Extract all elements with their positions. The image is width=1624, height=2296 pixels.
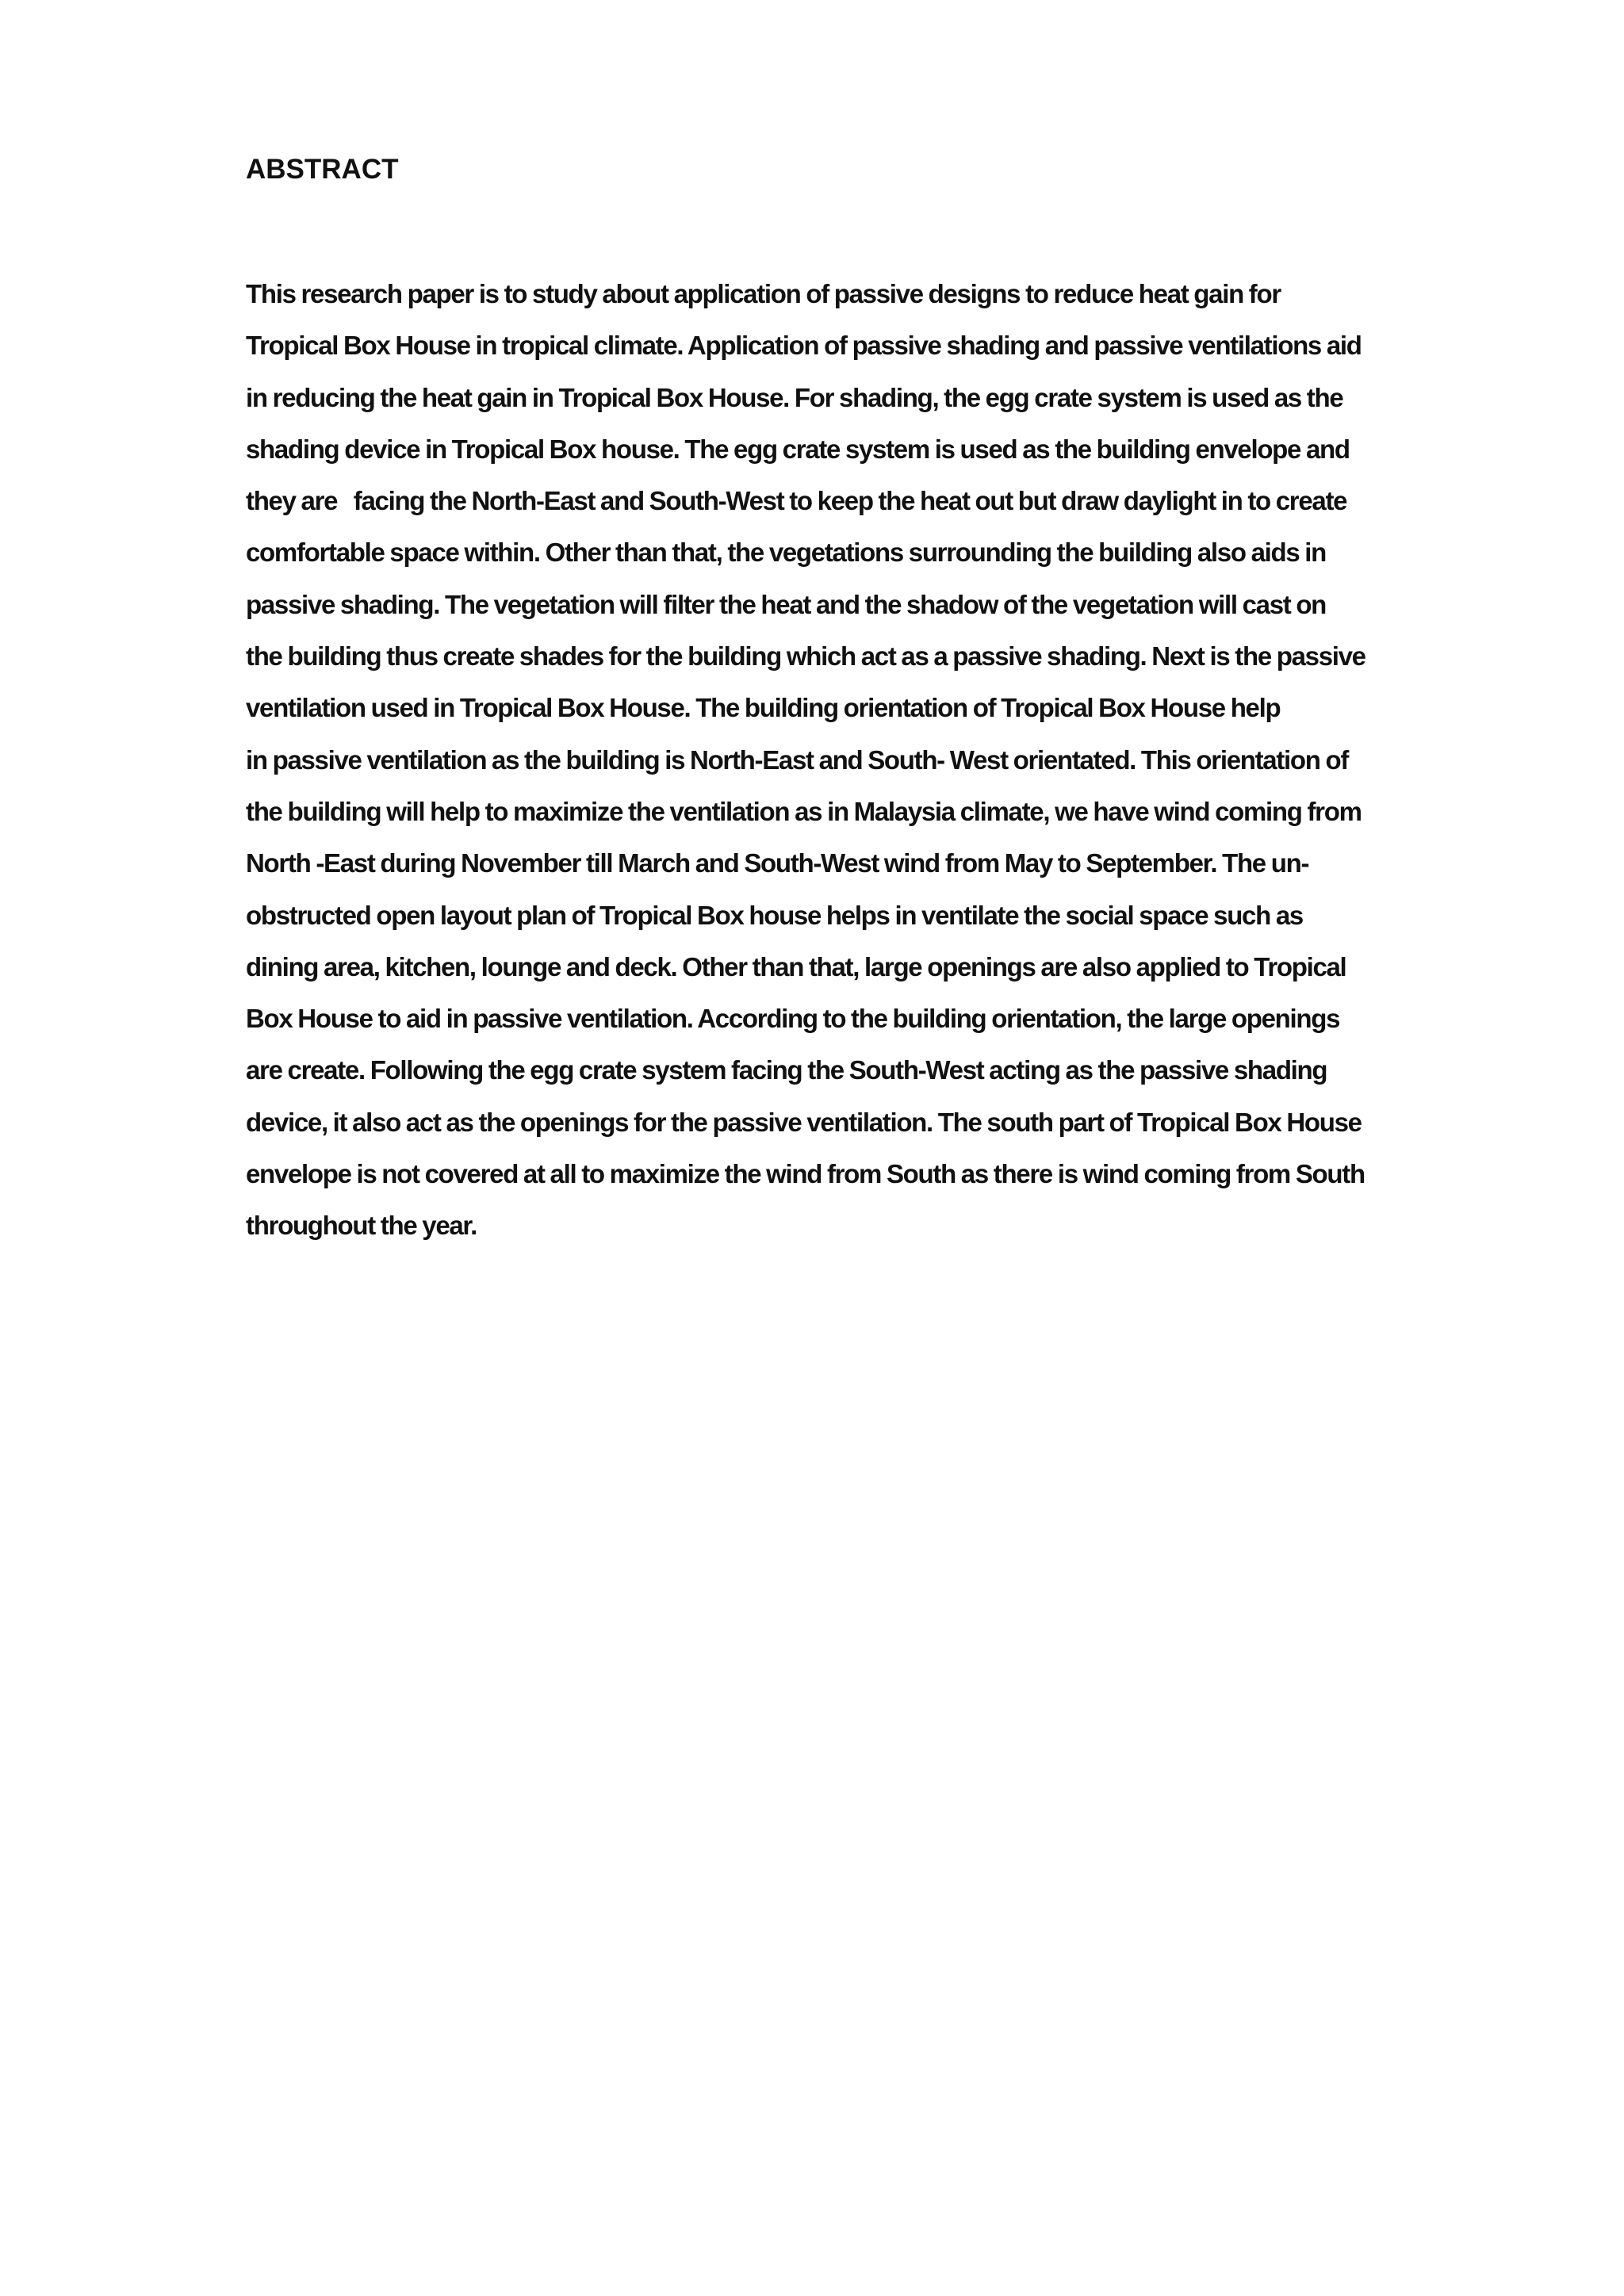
abstract-line: dining area, kitchen, lounge and deck. Other than that, large openings are also applied to Tropical [246,951,1346,982]
abstract-line: the building thus create shades for the building which act as a passive shading. Next is the passive [246,641,1365,672]
abstract-line: comfortable space within. Other than that, the vegetations surrounding the building also aids in [246,538,1327,568]
abstract-line: in reducing the heat gain in Tropical Box House. For shading, the egg crate system is used as the [246,382,1343,412]
abstract-line: envelope is not covered at all to maximize the wind from South as there is wind coming from South [246,1159,1365,1189]
abstract-line: the building will help to maximize the ventilation as in Malaysia climate, we have wind coming from [246,796,1362,826]
abstract-line: This research paper is to study about application of passive designs to reduce heat gain for [246,279,1281,308]
abstract-line: passive shading. The vegetation will filter the heat and the shadow of the vegetation will cast on [246,589,1327,619]
abstract-line: ventilation used in Tropical Box House. The building orientation of Tropical Box House help [246,693,1281,723]
abstract-line: obstructed open layout plan of Tropical Box house helps in ventilate the social space such as [246,900,1303,930]
abstract-line: in passive ventilation as the building is North-East and South- West orientated. This orientation of [246,744,1349,775]
abstract-line: Tropical Box House in tropical climate. Application of passive shading and passive ventilations aid [246,331,1362,361]
abstract-line: are create. Following the egg crate system facing the South-West acting as the passive shading [246,1055,1327,1085]
abstract-heading: ABSTRACT [246,154,399,185]
abstract-line: Box House to aid in passive ventilation. According to the building orientation, the large openings [246,1004,1340,1034]
abstract-line: throughout the year. [246,1211,477,1241]
abstract-line: they are facing the North-East and South-West to keep the heat out but draw daylight in to create [246,486,1347,516]
abstract-line: device, it also act as the openings for the passive ventilation. The south part of Tropical Box House [246,1107,1362,1137]
abstract-line: shading device in Tropical Box house. The egg crate system is used as the building envelope and [246,434,1350,464]
abstract-line: North -East during November till March and South-West wind from May to September. The un- [246,848,1309,878]
abstract-body [246,274,1435,1258]
